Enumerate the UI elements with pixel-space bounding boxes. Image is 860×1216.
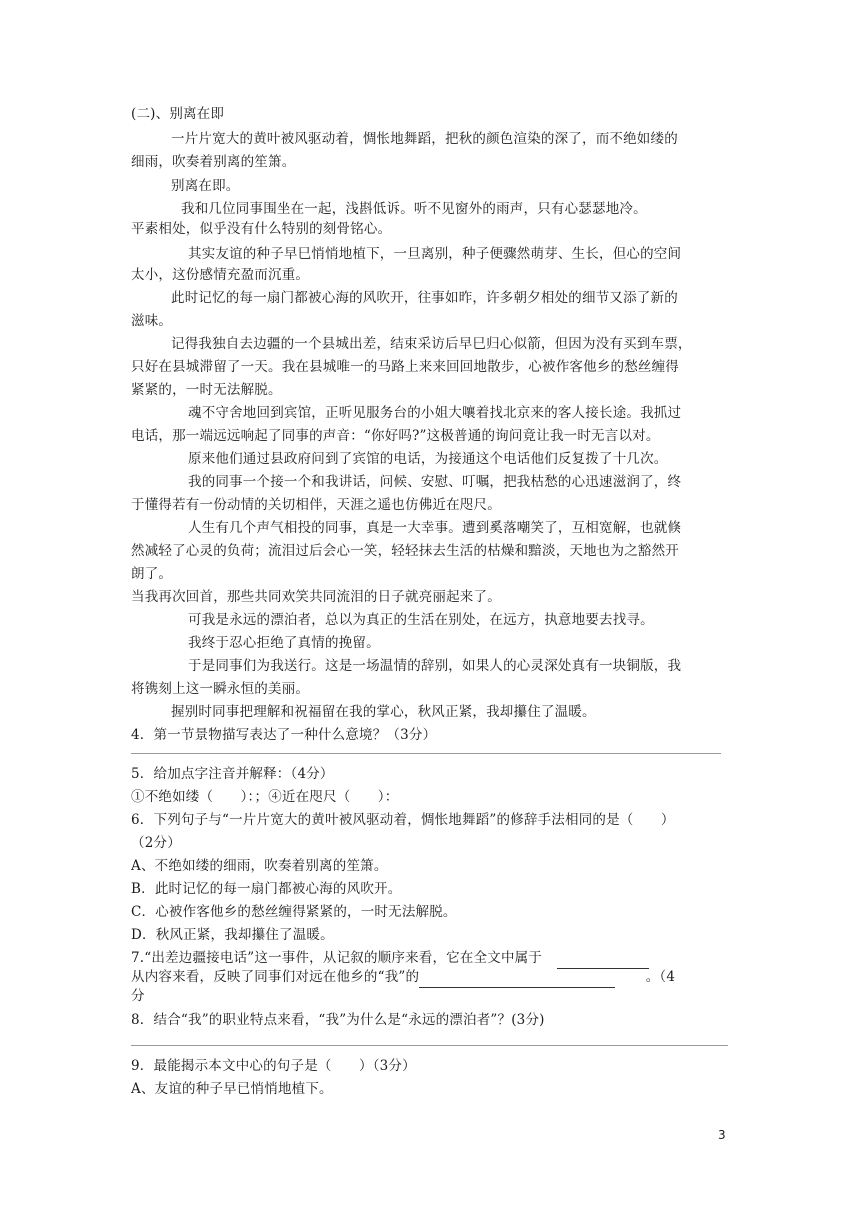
- passage-line: 我的同事一个接一个和我讲话，问候、安慰、叮嘱，把我枯愁的心迅速滋润了，终: [188, 474, 682, 490]
- passage-line: 朗了。: [131, 566, 173, 582]
- question-7-text: 7.“出差边疆接电话”这一事件，从记叙的顺序来看，它在全文中属于: [131, 950, 543, 966]
- option-b: B．此时记忆的每一扇门都被心海的风吹开。: [131, 881, 402, 897]
- passage-line: 一片片宽大的黄叶被风驱动着，惆怅地舞蹈，把秋的颜色渲染的深了，而不绝如缕的: [171, 131, 678, 147]
- question-7-part-b: [131, 967, 731, 988]
- passage-line: 魂不守舍地回到宾馆，正听见服务台的小姐大嚷着找北京来的客人接长途。我抓过: [188, 405, 682, 421]
- passage-line: 人生有几个声气相投的同事，真是一大幸事。遭到奚落嘲笑了，互相宽解，也就倏: [188, 520, 682, 536]
- question-5-items: ①不绝如缕（ ）：；④近在咫尺（ ）：: [131, 789, 399, 805]
- passage-line: 电话，那一端远远响起了同事的声音：“你好吗?”这极普通的询问竟让我一时无言以对。: [131, 428, 660, 444]
- passage-line: 将镌刻上这一瞬永恒的美丽。: [131, 681, 310, 697]
- passage-line: 记得我独自去边疆的一个县城出差，结束采访后早巳归心似箭，但因为没有买到车票，: [171, 336, 692, 352]
- option-a: A、友谊的种子早已悄悄地植下。: [131, 1081, 333, 1097]
- answer-line[interactable]: [131, 1045, 728, 1046]
- question-9: 9．最能揭示本文中心的句子是（ ）（3分）: [131, 1058, 416, 1074]
- answer-line[interactable]: [131, 753, 721, 754]
- passage-line: 可我是永远的漂泊者，总以为真正的生活在别处，在远方，执意地要去找寻。: [188, 612, 654, 628]
- question-4: 4．第一节景物描写表达了一种什么意境？（3分）: [131, 727, 437, 743]
- passage-line: 只好在县城滞留了一天。我在县城唯一的马路上来来回回地散步，心被作客他乡的愁丝缠得: [131, 359, 679, 375]
- question-7-part-c: 分: [131, 988, 145, 1004]
- passage-line: 于是同事们为我送行。这是一场温情的辞别，如果人的心灵深处真有一块铜版，我: [188, 658, 682, 674]
- passage-line: 握别时同事把理解和祝福留在我的掌心，秋风正紧，我却攥住了温暖。: [171, 704, 596, 720]
- question-7-part-a: [131, 948, 731, 969]
- question-7-end: 。（4: [645, 969, 676, 985]
- question-6: 6．下列句子与“一片片宽大的黄叶被风驱动着，惆怅地舞蹈”的修辞手法相同的是（ ）: [131, 812, 675, 828]
- passage-line: 紧紧的，一时无法解脱。: [131, 382, 282, 398]
- fill-blank[interactable]: [419, 967, 615, 988]
- question-5: 5．给加点字注音并解释：（4分）: [131, 766, 334, 782]
- option-d: D．秋风正紧，我却攥住了温暖。: [131, 927, 334, 943]
- passage-line: 滋味。: [131, 313, 173, 329]
- option-c: C．心被作客他乡的愁丝缠得紧紧的，一时无法解脱。: [131, 904, 457, 920]
- fill-blank[interactable]: [557, 948, 649, 969]
- question-6-points: （2分）: [131, 835, 181, 851]
- section-title: (二)、别离在即: [131, 106, 225, 122]
- question-8: 8．结合“我”的职业特点来看，“我”为什么是“永远的漂泊者”？(3分): [131, 1012, 545, 1028]
- passage-line: 于懂得若有一份动情的关切相伴，天涯之遥也仿佛近在咫尺。: [131, 497, 501, 513]
- page-number: 3: [718, 1128, 726, 1142]
- passage-line: 太小，这份感情充盈而沉重。: [131, 267, 310, 283]
- passage-line: 当我再次回首，那些共同欢笑共同流泪的日子就亮丽起来了。: [131, 589, 501, 605]
- passage-line: 平素相处，似乎没有什么特别的刻骨铭心。: [131, 221, 392, 237]
- passage-line: 原来他们通过县政府问到了宾馆的电话，为接通这个电话他们反复拨了十几次。: [188, 451, 668, 467]
- option-a: A、不绝如缕的细雨，吹奏着别离的笙箫。: [131, 858, 388, 874]
- passage-line: 然减轻了心灵的负荷；流泪过后会心一笑，轻轻抹去生活的枯燥和黯淡，天地也为之豁然开: [131, 543, 679, 559]
- passage-line: 我终于忍心拒绝了真情的挽留。: [188, 635, 380, 651]
- passage-line: 其实友谊的种子早巳悄悄地植下，一旦离别，种子便骤然萌芽、生长，但心的空间: [188, 246, 682, 262]
- passage-line: 我和几位同事围坐在一起，浅斟低诉。听不见窗外的雨声，只有心瑟瑟地冷。: [181, 201, 647, 217]
- question-7-text: 从内容来看，反映了同事们对远在他乡的“我”的: [131, 969, 420, 985]
- passage-line: 此时记忆的每一扇门都被心海的风吹开，往事如昨，许多朝夕相处的细节又添了新的: [171, 290, 678, 306]
- passage-line: 别离在即。: [171, 178, 240, 194]
- passage-line: 细雨，吹奏着别离的笙箫。: [131, 154, 296, 170]
